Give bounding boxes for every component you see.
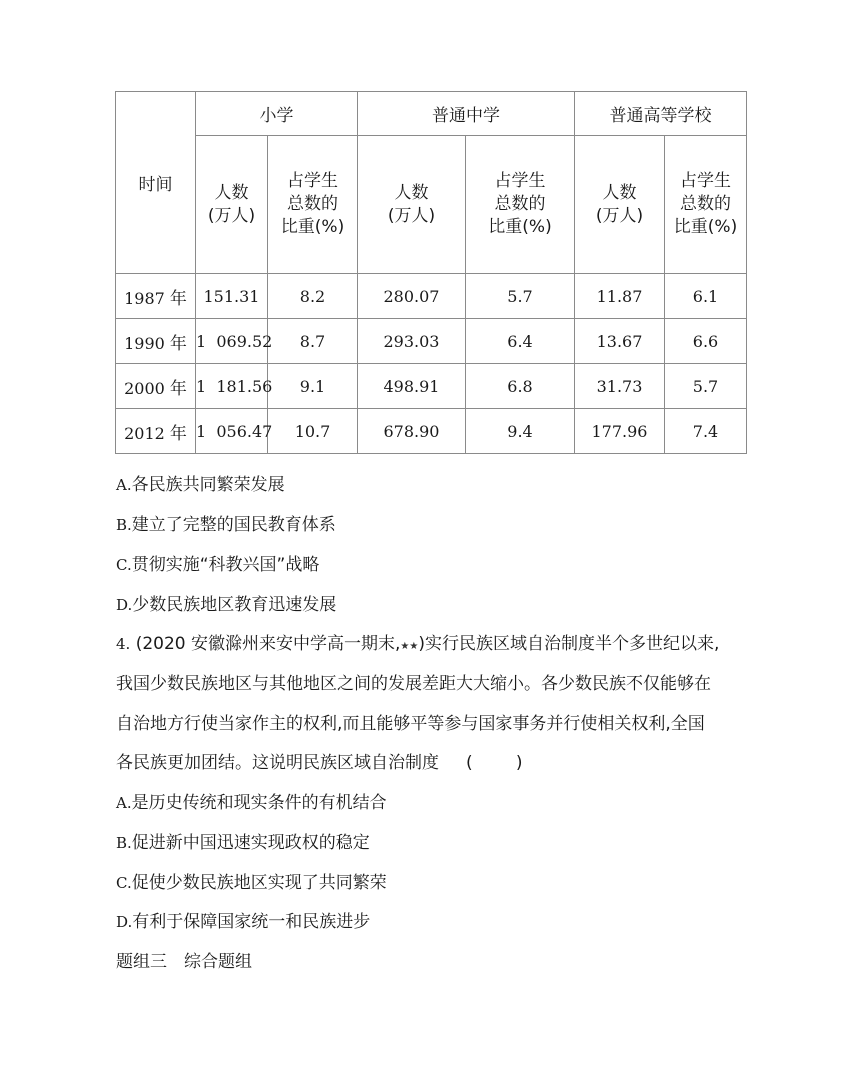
q4-stem-line-3: 自治地方行使当家作主的权利,而且能够平等参与国家事务并行使相关权利,全国 bbox=[116, 714, 705, 734]
ratio-header: 占学生 总数的 比重(%) bbox=[268, 136, 358, 274]
answer-blank: ( ) bbox=[466, 753, 523, 773]
table-cell: 151.31 bbox=[196, 274, 268, 319]
table-cell: 6.8 bbox=[466, 364, 575, 409]
table-cell: 10.7 bbox=[268, 409, 358, 454]
table-cell: 6.1 bbox=[665, 274, 747, 319]
table-cell: 498.91 bbox=[358, 364, 466, 409]
table-cell: 1 069.52 bbox=[196, 319, 268, 364]
table-row bbox=[116, 274, 747, 319]
table-cell: 11.87 bbox=[575, 274, 665, 319]
table-row bbox=[116, 364, 747, 409]
group-header-middle: 普通中学 bbox=[358, 92, 575, 136]
q4-option-c: C.促使少数民族地区实现了共同繁荣 bbox=[116, 873, 387, 893]
difficulty-stars-icon: ★★ bbox=[400, 641, 419, 652]
q4-option-a: A.是历史传统和现实条件的有机结合 bbox=[116, 793, 387, 813]
year-cell: 1987 年 bbox=[116, 274, 196, 319]
table-cell: 177.96 bbox=[575, 409, 665, 454]
section-heading: 题组三 综合题组 bbox=[116, 952, 252, 972]
q3-option-c: C.贯彻实施“科教兴国”战略 bbox=[116, 555, 320, 575]
count-header: 人数 (万人) bbox=[575, 136, 665, 274]
q4-source: (2020 安徽滁州来安中学高一期末, bbox=[135, 634, 401, 654]
table-cell: 31.73 bbox=[575, 364, 665, 409]
year-cell: 1990 年 bbox=[116, 319, 196, 364]
table-cell: 7.4 bbox=[665, 409, 747, 454]
table-subheader-row bbox=[116, 136, 747, 274]
time-header: 时间 bbox=[116, 92, 196, 274]
table-cell: 280.07 bbox=[358, 274, 466, 319]
table-row bbox=[116, 409, 747, 454]
year-cell: 2000 年 bbox=[116, 364, 196, 409]
table-cell: 5.7 bbox=[665, 364, 747, 409]
q4-option-b: B.促进新中国迅速实现政权的稳定 bbox=[116, 833, 370, 853]
ratio-header: 占学生 总数的 比重(%) bbox=[466, 136, 575, 274]
ratio-header: 占学生 总数的 比重(%) bbox=[665, 136, 747, 274]
q4-stem-line-1: 4. (2020 安徽滁州来安中学高一期末,★★)实行民族区域自治制度半个多世纪以来, bbox=[116, 634, 720, 654]
table-cell: 5.7 bbox=[466, 274, 575, 319]
table-cell: 6.4 bbox=[466, 319, 575, 364]
table-cell: 9.1 bbox=[268, 364, 358, 409]
table-cell: 8.7 bbox=[268, 319, 358, 364]
table-cell: 1 181.56 bbox=[196, 364, 268, 409]
table-cell: 293.03 bbox=[358, 319, 466, 364]
q4-option-d: D.有利于保障国家统一和民族进步 bbox=[116, 912, 371, 932]
group-header-primary: 小学 bbox=[196, 92, 358, 136]
table-cell: 678.90 bbox=[358, 409, 466, 454]
q3-option-d: D.少数民族地区教育迅速发展 bbox=[116, 595, 337, 615]
table-cell: 1 056.47 bbox=[196, 409, 268, 454]
education-statistics-table bbox=[115, 91, 747, 454]
count-header: 人数 (万人) bbox=[358, 136, 466, 274]
table-cell: 9.4 bbox=[466, 409, 575, 454]
year-cell: 2012 年 bbox=[116, 409, 196, 454]
table-cell: 8.2 bbox=[268, 274, 358, 319]
table-header-row bbox=[116, 92, 747, 136]
q4-stem-line-2: 我国少数民族地区与其他地区之间的发展差距大大缩小。各少数民族不仅能够在 bbox=[116, 674, 711, 694]
table-cell: 6.6 bbox=[665, 319, 747, 364]
q3-option-a: A.各民族共同繁荣发展 bbox=[116, 475, 285, 495]
count-header: 人数 (万人) bbox=[196, 136, 268, 274]
table-row bbox=[116, 319, 747, 364]
q3-option-b: B.建立了完整的国民教育体系 bbox=[116, 515, 336, 535]
q4-stem-line-4: 各民族更加团结。这说明民族区域自治制度 ( ) bbox=[116, 753, 523, 773]
table-cell: 13.67 bbox=[575, 319, 665, 364]
group-header-higher: 普通高等学校 bbox=[575, 92, 747, 136]
